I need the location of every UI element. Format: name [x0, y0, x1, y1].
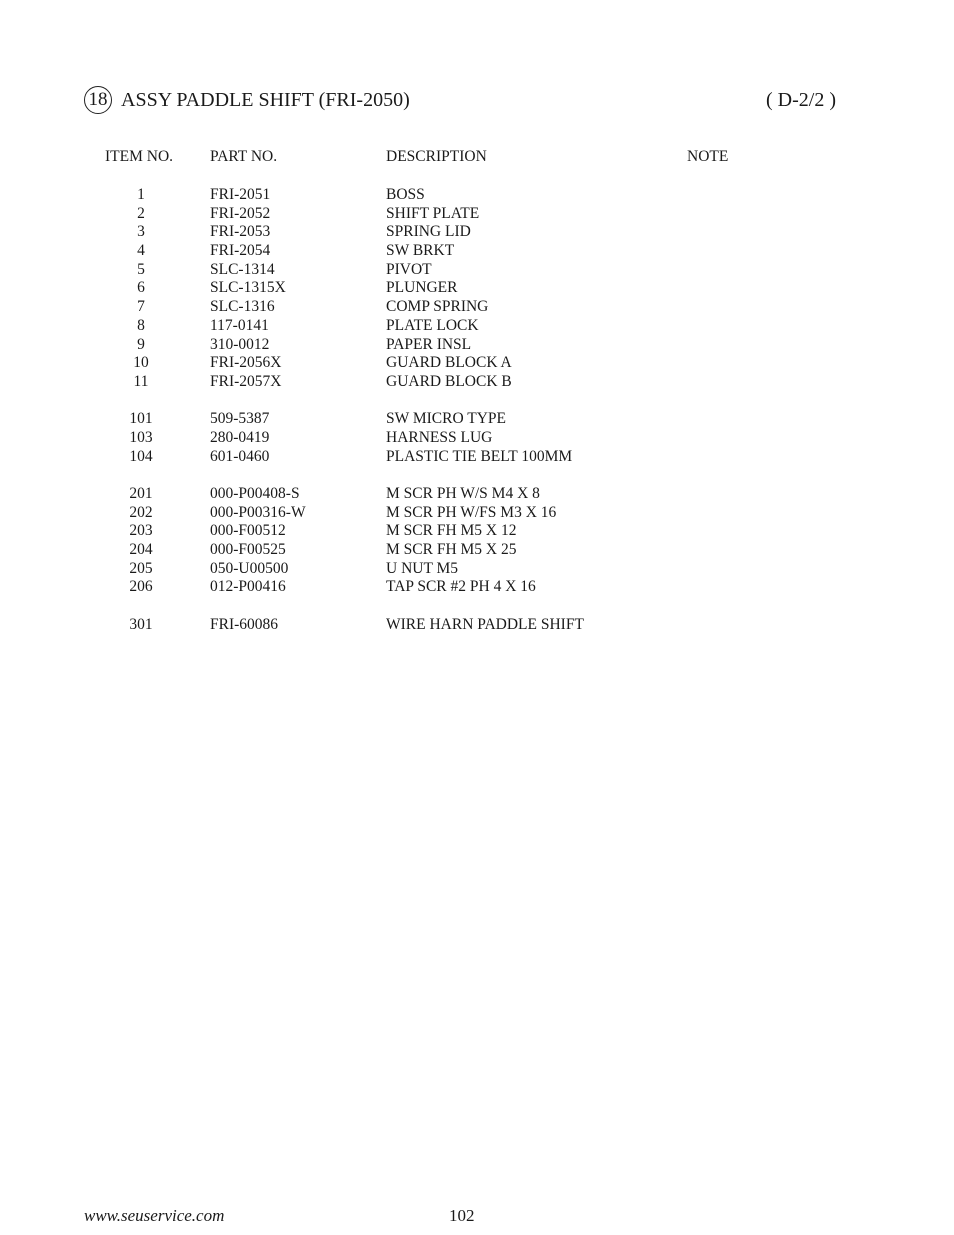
part-number-cell: SLC-1314 — [210, 260, 275, 278]
description-cell: HARNESS LUG — [386, 428, 493, 446]
part-number-cell: FRI-2051 — [210, 186, 271, 203]
table-row — [0, 279, 954, 298]
item-number-cell: 11 — [133, 372, 149, 390]
sheet-reference: ( D-2/2 ) — [766, 89, 836, 111]
description-cell: SPRING LID — [386, 223, 471, 241]
footer-website: www.seuservice.com — [84, 1206, 225, 1225]
table-row — [0, 485, 954, 504]
description-cell: COMP SPRING — [386, 298, 489, 316]
part-number-cell: FRI-2053 — [210, 223, 271, 241]
part-number-cell: 000-F00525 — [210, 540, 286, 558]
column-header-description: DESCRIPTION — [386, 148, 487, 165]
column-header-part-no: PART NO. — [210, 148, 278, 165]
table-row — [0, 616, 954, 635]
item-number-cell: 201 — [129, 484, 153, 502]
table-row — [0, 354, 954, 373]
table-row — [0, 223, 954, 242]
description-cell: M SCR FH M5 X 12 — [386, 522, 517, 540]
item-number-cell: 103 — [129, 428, 153, 446]
part-number-cell: FRI-60086 — [210, 615, 279, 633]
table-row — [0, 504, 954, 523]
table-row — [0, 373, 954, 392]
table-row — [0, 186, 954, 205]
table-row — [0, 261, 954, 280]
section-number-badge: 18 — [84, 86, 112, 114]
part-number-cell: FRI-2057X — [210, 372, 282, 390]
description-cell: SW MICRO TYPE — [386, 410, 507, 428]
table-row — [0, 317, 954, 336]
item-number-cell: 301 — [129, 615, 153, 633]
item-number-cell: 4 — [137, 242, 145, 260]
part-number-cell: 012-P00416 — [210, 578, 286, 596]
description-cell: PLATE LOCK — [386, 316, 479, 334]
description-cell: PIVOT — [386, 260, 432, 278]
page-title: ASSY PADDLE SHIFT (FRI-2050) — [121, 89, 410, 111]
item-number-cell: 8 — [137, 316, 145, 334]
item-number-cell: 1 — [137, 186, 145, 203]
part-number-cell: 000-P00408-S — [210, 484, 300, 502]
part-number-cell: 310-0012 — [210, 335, 270, 353]
item-number-cell: 9 — [137, 335, 145, 353]
item-number-cell: 7 — [137, 298, 145, 316]
description-cell: M SCR PH W/S M4 X 8 — [386, 484, 540, 502]
item-number-cell: 205 — [129, 559, 153, 577]
description-cell: M SCR FH M5 X 25 — [386, 540, 517, 558]
part-number-cell: SLC-1316 — [210, 298, 275, 316]
page-header — [84, 86, 844, 116]
table-row — [0, 242, 954, 261]
item-number-cell: 3 — [137, 223, 145, 241]
column-header-item-no: ITEM NO. — [105, 148, 174, 165]
description-cell: PLASTIC TIE BELT 100MM — [386, 447, 573, 465]
part-number-cell: SLC-1315X — [210, 279, 286, 297]
item-number-cell: 5 — [137, 260, 145, 278]
table-row — [0, 522, 954, 541]
item-number-cell: 104 — [129, 447, 153, 465]
description-cell: U NUT M5 — [386, 559, 459, 577]
part-number-cell: 509-5387 — [210, 410, 270, 428]
item-number-cell: 10 — [133, 354, 149, 372]
part-number-cell: FRI-2056X — [210, 354, 282, 372]
description-cell: WIRE HARN PADDLE SHIFT — [386, 615, 584, 633]
table-row — [0, 560, 954, 579]
part-number-cell: 000-F00512 — [210, 522, 286, 540]
table-row — [0, 448, 954, 467]
description-cell: GUARD BLOCK A — [386, 354, 512, 372]
description-cell: PLUNGER — [386, 279, 458, 297]
description-cell: GUARD BLOCK B — [386, 372, 512, 390]
description-cell: BOSS — [386, 186, 425, 203]
part-number-cell: FRI-2054 — [210, 242, 271, 260]
table-row — [0, 541, 954, 560]
item-number-cell: 203 — [129, 522, 153, 540]
description-cell: TAP SCR #2 PH 4 X 16 — [386, 578, 536, 596]
item-number-cell: 206 — [129, 578, 153, 596]
part-number-cell: 280-0419 — [210, 428, 270, 446]
description-cell: SHIFT PLATE — [386, 204, 480, 222]
item-number-cell: 202 — [129, 503, 153, 521]
item-number-cell: 101 — [129, 410, 153, 428]
table-row — [0, 410, 954, 429]
part-number-cell: 117-0141 — [210, 316, 269, 334]
table-row — [0, 336, 954, 355]
table-row — [0, 205, 954, 224]
description-cell: M SCR PH W/FS M3 X 16 — [386, 503, 557, 521]
table-row — [0, 578, 954, 597]
column-header-note: NOTE — [687, 148, 729, 165]
description-cell: SW BRKT — [386, 242, 455, 260]
item-number-cell: 2 — [137, 204, 145, 222]
part-number-cell: FRI-2052 — [210, 204, 271, 222]
page-number: 102 — [449, 1206, 475, 1225]
part-number-cell: 601-0460 — [210, 447, 270, 465]
description-cell: PAPER INSL — [386, 335, 472, 353]
table-row — [0, 429, 954, 448]
item-number-cell: 204 — [129, 540, 153, 558]
part-number-cell: 050-U00500 — [210, 559, 289, 577]
item-number-cell: 6 — [137, 279, 145, 297]
parts-list — [0, 186, 954, 634]
table-row — [0, 298, 954, 317]
part-number-cell: 000-P00316-W — [210, 503, 306, 521]
